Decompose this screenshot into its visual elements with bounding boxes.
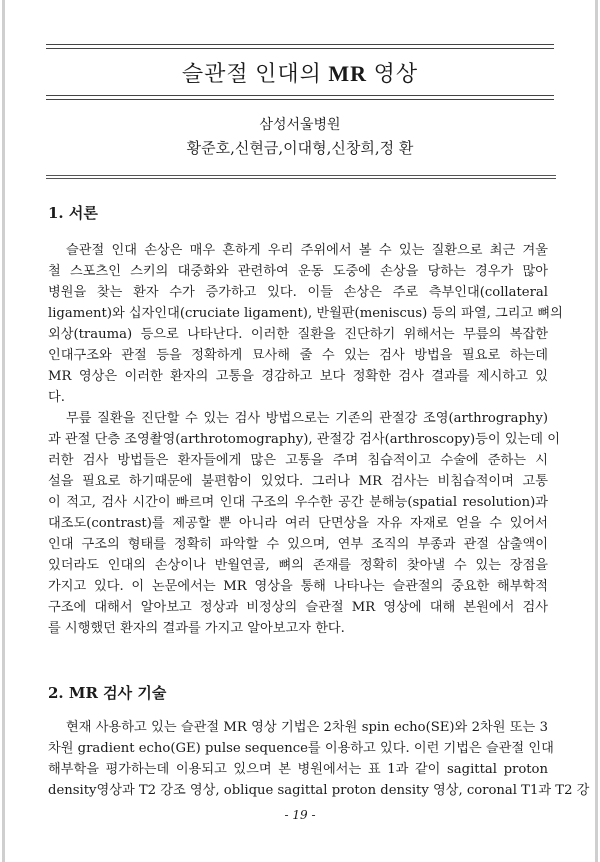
text-line: 가지고 있다. 이 논문에서는 MR 영상을 통해 나타나는 슬관절의 중요한 해부학적 <box>48 579 548 594</box>
text-line: 차원 gradient echo(GE) pulse sequence를 이용하고 있다. 이런 기법은 슬관절 인대 <box>48 741 554 756</box>
affiliation: 삼성서울병원 <box>259 117 341 133</box>
text-line: 이 적고, 검사 시간이 빠르며 인대 구조의 우수한 공간 분해능(spatial resolution)과 <box>48 495 548 510</box>
page-number: - 19 - <box>284 808 316 822</box>
text-line: 현재 사용하고 있는 슬관절 MR 영상 기법은 2차원 spin echo(SE)와 2차원 또는 3 <box>66 720 548 735</box>
text-line: 인대 구조의 형태를 정확히 파악할 수 있으며, 연부 조직의 부종과 관절 삼출액이 <box>48 537 548 552</box>
divider-rule <box>46 175 556 176</box>
text-line: 병원을 찾는 환자 수가 증가하고 있다. 이들 손상은 주로 측부인대(collateral <box>48 285 548 300</box>
title-bold: MR <box>328 61 368 86</box>
title-suffix: 영상 <box>367 61 419 86</box>
authors: 황준호,신현금,이대형,신창희,정 환 <box>186 139 414 157</box>
text-line: 해부학을 평가하는데 이용되고 있으며 본 병원에서는 표 1과 같이 sagittal proton <box>48 762 548 777</box>
divider-rule <box>46 178 556 179</box>
text-line: 구조에 대해서 알아보고 정상과 비정상의 슬관절 MR 영상에 대해 본원에서 검사 <box>48 600 548 615</box>
paper-title <box>46 57 554 88</box>
text-line: 슬관절 인대 손상은 매우 흔하게 우리 주위에서 볼 수 있는 질환으로 최근 겨울 <box>66 243 548 258</box>
text-line: 있더라도 인대의 손상이나 반월연골, 뼈의 존재를 정확히 찾아낼 수 있는 장점을 <box>48 558 548 573</box>
technique-paragraph-1 <box>48 717 590 801</box>
text-line: MR 영상은 이러한 환자의 고통을 경감하고 보다 정확한 검사 결과를 제시하고 있 <box>48 369 548 384</box>
text-line: 철 스포츠인 스키의 대중화와 관련하여 운동 도중에 손상을 당하는 경우가 많아 <box>48 264 548 279</box>
intro-paragraph-2 <box>48 408 560 639</box>
text-line: 다. <box>48 390 65 405</box>
text-line: 인대구조와 관절 등을 정확하게 묘사해 줄 수 있는 검사 방법을 필요로 하는데 <box>48 348 548 363</box>
text-line: 설을 필요로 하기때문에 불편함이 있었다. 그러나 MR 검사는 비침습적이며 고통 <box>48 474 548 489</box>
text-line: density영상과 T2 강조 영상, oblique sagittal proton density 영상, coronal T1과 T2 강 <box>48 783 590 798</box>
title-prefix: 슬관절 인대의 <box>181 61 329 86</box>
text-line: ligament)와 십자인대(cruciate ligament), 반월판(meniscus) 등의 파열, 그리고 뼈의 <box>48 306 563 321</box>
text-line: 외상(trauma) 등으로 나타난다. 이러한 질환을 진단하기 위해서는 무릎의 복잡한 <box>48 327 548 342</box>
text-line: 를 시행했던 환자의 결과를 가지고 알아보고자 한다. <box>48 621 345 636</box>
text-line: 러한 검사 방법들은 환자들에게 많은 고통을 주며 침습적이고 수술에 준하는 시 <box>48 453 548 468</box>
section-heading-intro: 1. 서론 <box>48 204 98 222</box>
title-box <box>46 44 554 100</box>
section-heading-mr-technique: 2. MR 검사 기술 <box>48 684 167 702</box>
text-line: 대조도(contrast)를 제공할 뿐 아니라 여러 단면상을 자유 자재로 얻을 수 있어서 <box>48 516 548 531</box>
text-line: 무릎 질환을 진단할 수 있는 검사 방법으로는 기존의 관절강 조영(arthrography) <box>66 411 548 426</box>
intro-paragraph-1 <box>48 240 563 408</box>
text-line: 과 관절 단층 조영촬영(arthrotomography), 관절강 검사(arthroscopy)등이 있는데 이 <box>48 432 560 447</box>
